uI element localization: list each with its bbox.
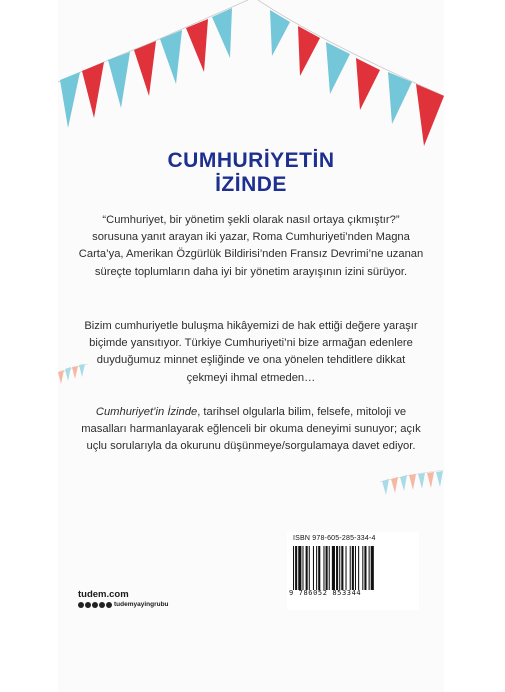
social-icons [78, 602, 112, 608]
barcode-bar [336, 546, 338, 590]
barcode-bar [371, 546, 374, 590]
barcode-bar [295, 546, 297, 590]
linkedin-icon [106, 602, 112, 608]
blurb-paragraph-3 [78, 404, 424, 456]
youtube-icon [99, 602, 105, 608]
barcode-bar [339, 546, 340, 590]
isbn-label: ISBN 978-605-285-334-4 [293, 535, 376, 542]
barcode-bar [306, 546, 308, 590]
barcode-bar [329, 546, 330, 590]
barcode-bar [318, 546, 320, 590]
publisher-handle: tudemyayingrubu [114, 601, 169, 608]
barcode-bar [350, 546, 351, 590]
barcode-bar [293, 546, 294, 590]
barcode-bar [341, 546, 343, 590]
barcode-bar [298, 546, 301, 590]
barcode-bar [352, 546, 354, 590]
barcode-bar [332, 546, 335, 590]
blurb-paragraph-1: “Cumhuriyet, bir yönetim şekli olarak nasıl ortaya çıkmıştır?” sorusuna yanıt arayan iki yazar, Roma Cumhuriyeti’nden Magna Carta’ya, Amerikan Özgürlük Bildirisi’nden Fransız Devrimi’ne uzanan süreçte toplumların daha iyi bir yönetim arayışının izini sürüyor. [78, 214, 424, 278]
barcode-bar [364, 546, 366, 590]
barcode-bar [355, 546, 356, 590]
barcode-bar [346, 546, 347, 590]
barcode-bar [326, 546, 328, 590]
barcode-bar [302, 546, 303, 590]
twitter-icon [85, 602, 91, 608]
barcode-icon [293, 546, 413, 590]
barcode-bar [358, 546, 359, 590]
barcode-bar [313, 546, 314, 590]
facebook-icon [78, 602, 84, 608]
instagram-icon [92, 602, 98, 608]
publisher-website: tudem.com [78, 589, 129, 600]
barcode-bar [309, 546, 310, 590]
isbn-barcode-box [287, 532, 419, 610]
barcode-bar [369, 546, 370, 590]
barcode-bar [316, 546, 317, 590]
barcode-bar [323, 546, 324, 590]
book-back-cover [58, 0, 444, 692]
book-title-line-1: CUMHURİYETİN [167, 149, 335, 172]
blurb-paragraph-3-text: , tarihsel olgularla bilim, felsefe, mitoloji ve masalları harmanlayarak eğlenceli bir okuma deneyimi sunuyor; açık uçlu sorularıyla da okurunu düşünmeye/sorgulamaya davet ediyor. [81, 406, 421, 453]
blurb-paragraph-2: Bizim cumhuriyetle buluşma hikâyemizi de hak ettiği değere yaraşır biçimde yansıtıyor. Türkiye Cumhuriyeti’ni bize armağan edenlere duyduğumuz minnet eşliğinde ve ona yönelen tehditlere dikkat çekmeyi ihmal etmeden… [84, 320, 418, 384]
book-title-line-2: İZİNDE [215, 173, 287, 196]
barcode-bar [362, 546, 363, 590]
publisher-block [78, 589, 169, 608]
barcode-digits: 9 786052 853344 [289, 589, 362, 597]
book-title-italic: Cumhuriyet’in İzinde [95, 406, 198, 418]
